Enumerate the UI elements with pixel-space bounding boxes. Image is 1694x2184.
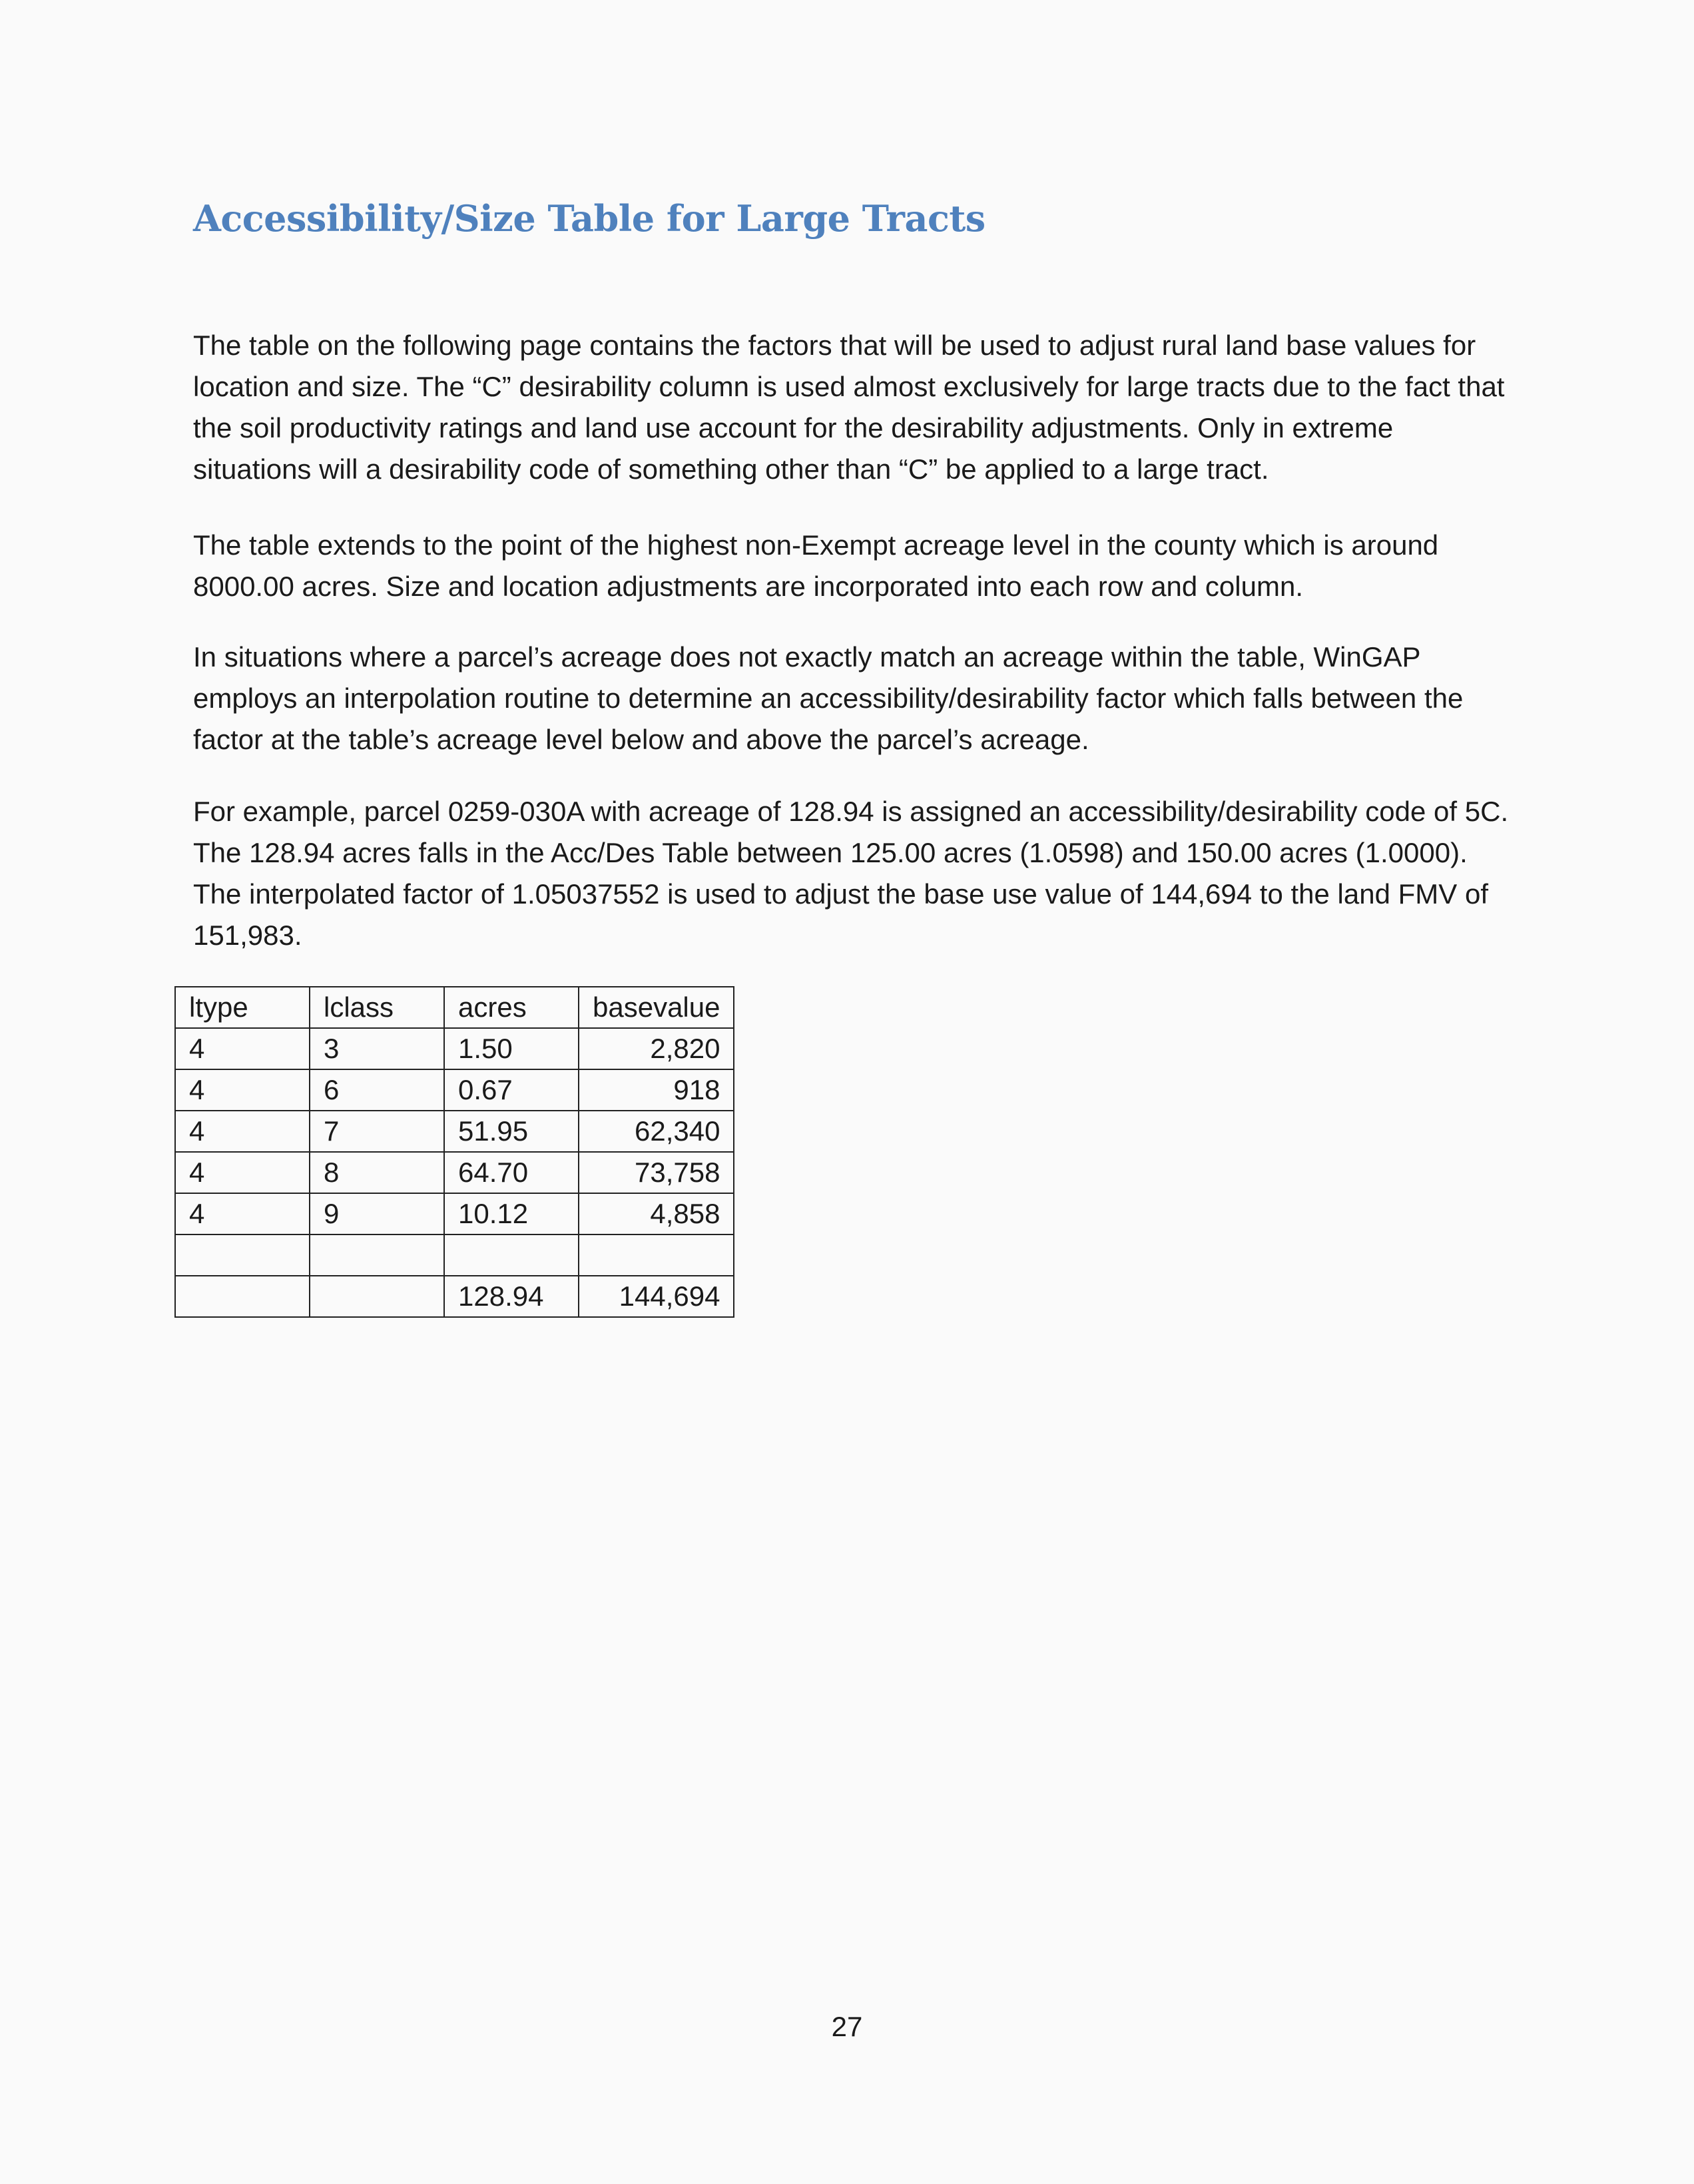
page-number: 27	[831, 2011, 863, 2042]
cell-lclass: 6	[310, 1069, 444, 1111]
table-row	[175, 1193, 734, 1234]
cell-lclass: 7	[310, 1111, 444, 1152]
cell-ltype: 4	[175, 1069, 310, 1111]
paragraph-interpolation: In situations where a parcel’s acreage does not exactly match an acreage within the table, WinGAP employs an interpolation routine to determine an accessibility/desirability factor which falls between the factor at the table’s acreage level below and above the parcel’s acreage.	[193, 641, 1464, 755]
header-basevalue: basevalue	[579, 987, 734, 1028]
cell-acres: 51.95	[444, 1111, 579, 1152]
table-header-row	[175, 987, 734, 1028]
cell-ltype: 4	[175, 1111, 310, 1152]
cell-acres: 0.67	[444, 1069, 579, 1111]
cell-lclass	[310, 1234, 444, 1276]
table-row	[175, 1069, 734, 1111]
cell-basevalue-total: 144,694	[579, 1276, 734, 1317]
cell-basevalue: 4,858	[579, 1193, 734, 1234]
cell-lclass: 3	[310, 1028, 444, 1069]
header-acres: acres	[444, 987, 579, 1028]
table-row	[175, 1152, 734, 1193]
cell-ltype: 4	[175, 1028, 310, 1069]
paragraph-extent: The table extends to the point of the highest non-Exempt acreage level in the county which is around 8000.00 acres. Size and location adjustments are incorporated into each row and column.	[193, 529, 1439, 602]
header-lclass: lclass	[310, 987, 444, 1028]
land-value-table	[174, 986, 734, 1318]
cell-acres: 64.70	[444, 1152, 579, 1193]
table-row-total	[175, 1276, 734, 1317]
cell-ltype	[175, 1234, 310, 1276]
cell-acres: 1.50	[444, 1028, 579, 1069]
cell-basevalue	[579, 1234, 734, 1276]
cell-acres	[444, 1234, 579, 1276]
header-ltype: ltype	[175, 987, 310, 1028]
cell-ltype: 4	[175, 1193, 310, 1234]
paragraph-example: For example, parcel 0259-030A with acreage of 128.94 is assigned an accessibility/desirability code of 5C. The 128.94 acres falls in the Acc/Des Table between 125.00 acres (1.0598) and 150.00 acres (1.0000). The interpolated factor of 1.05037552 is used to adjust the base use value of 144,694 to the land FMV of 151,983.	[193, 796, 1509, 951]
cell-acres: 10.12	[444, 1193, 579, 1234]
cell-acres-total: 128.94	[444, 1276, 579, 1317]
cell-lclass	[310, 1276, 444, 1317]
cell-lclass: 8	[310, 1152, 444, 1193]
cell-basevalue: 73,758	[579, 1152, 734, 1193]
cell-basevalue: 918	[579, 1069, 734, 1111]
cell-ltype	[175, 1276, 310, 1317]
cell-lclass: 9	[310, 1193, 444, 1234]
table-row	[175, 1028, 734, 1069]
cell-ltype: 4	[175, 1152, 310, 1193]
table-row-empty	[175, 1234, 734, 1276]
table-row	[175, 1111, 734, 1152]
cell-basevalue: 62,340	[579, 1111, 734, 1152]
cell-basevalue: 2,820	[579, 1028, 734, 1069]
page-title: Accessibility/Size Table for Large Tracts	[193, 197, 986, 240]
paragraph-intro: The table on the following page contains the factors that will be used to adjust rural land base values for location and size. The “C” desirability column is used almost exclusively for large tracts due to the fact that the soil productivity ratings and land use account for the desirability adjustments. Only in extreme situations will a desirability code of something other than “C” be applied to a large tract.	[193, 330, 1505, 485]
